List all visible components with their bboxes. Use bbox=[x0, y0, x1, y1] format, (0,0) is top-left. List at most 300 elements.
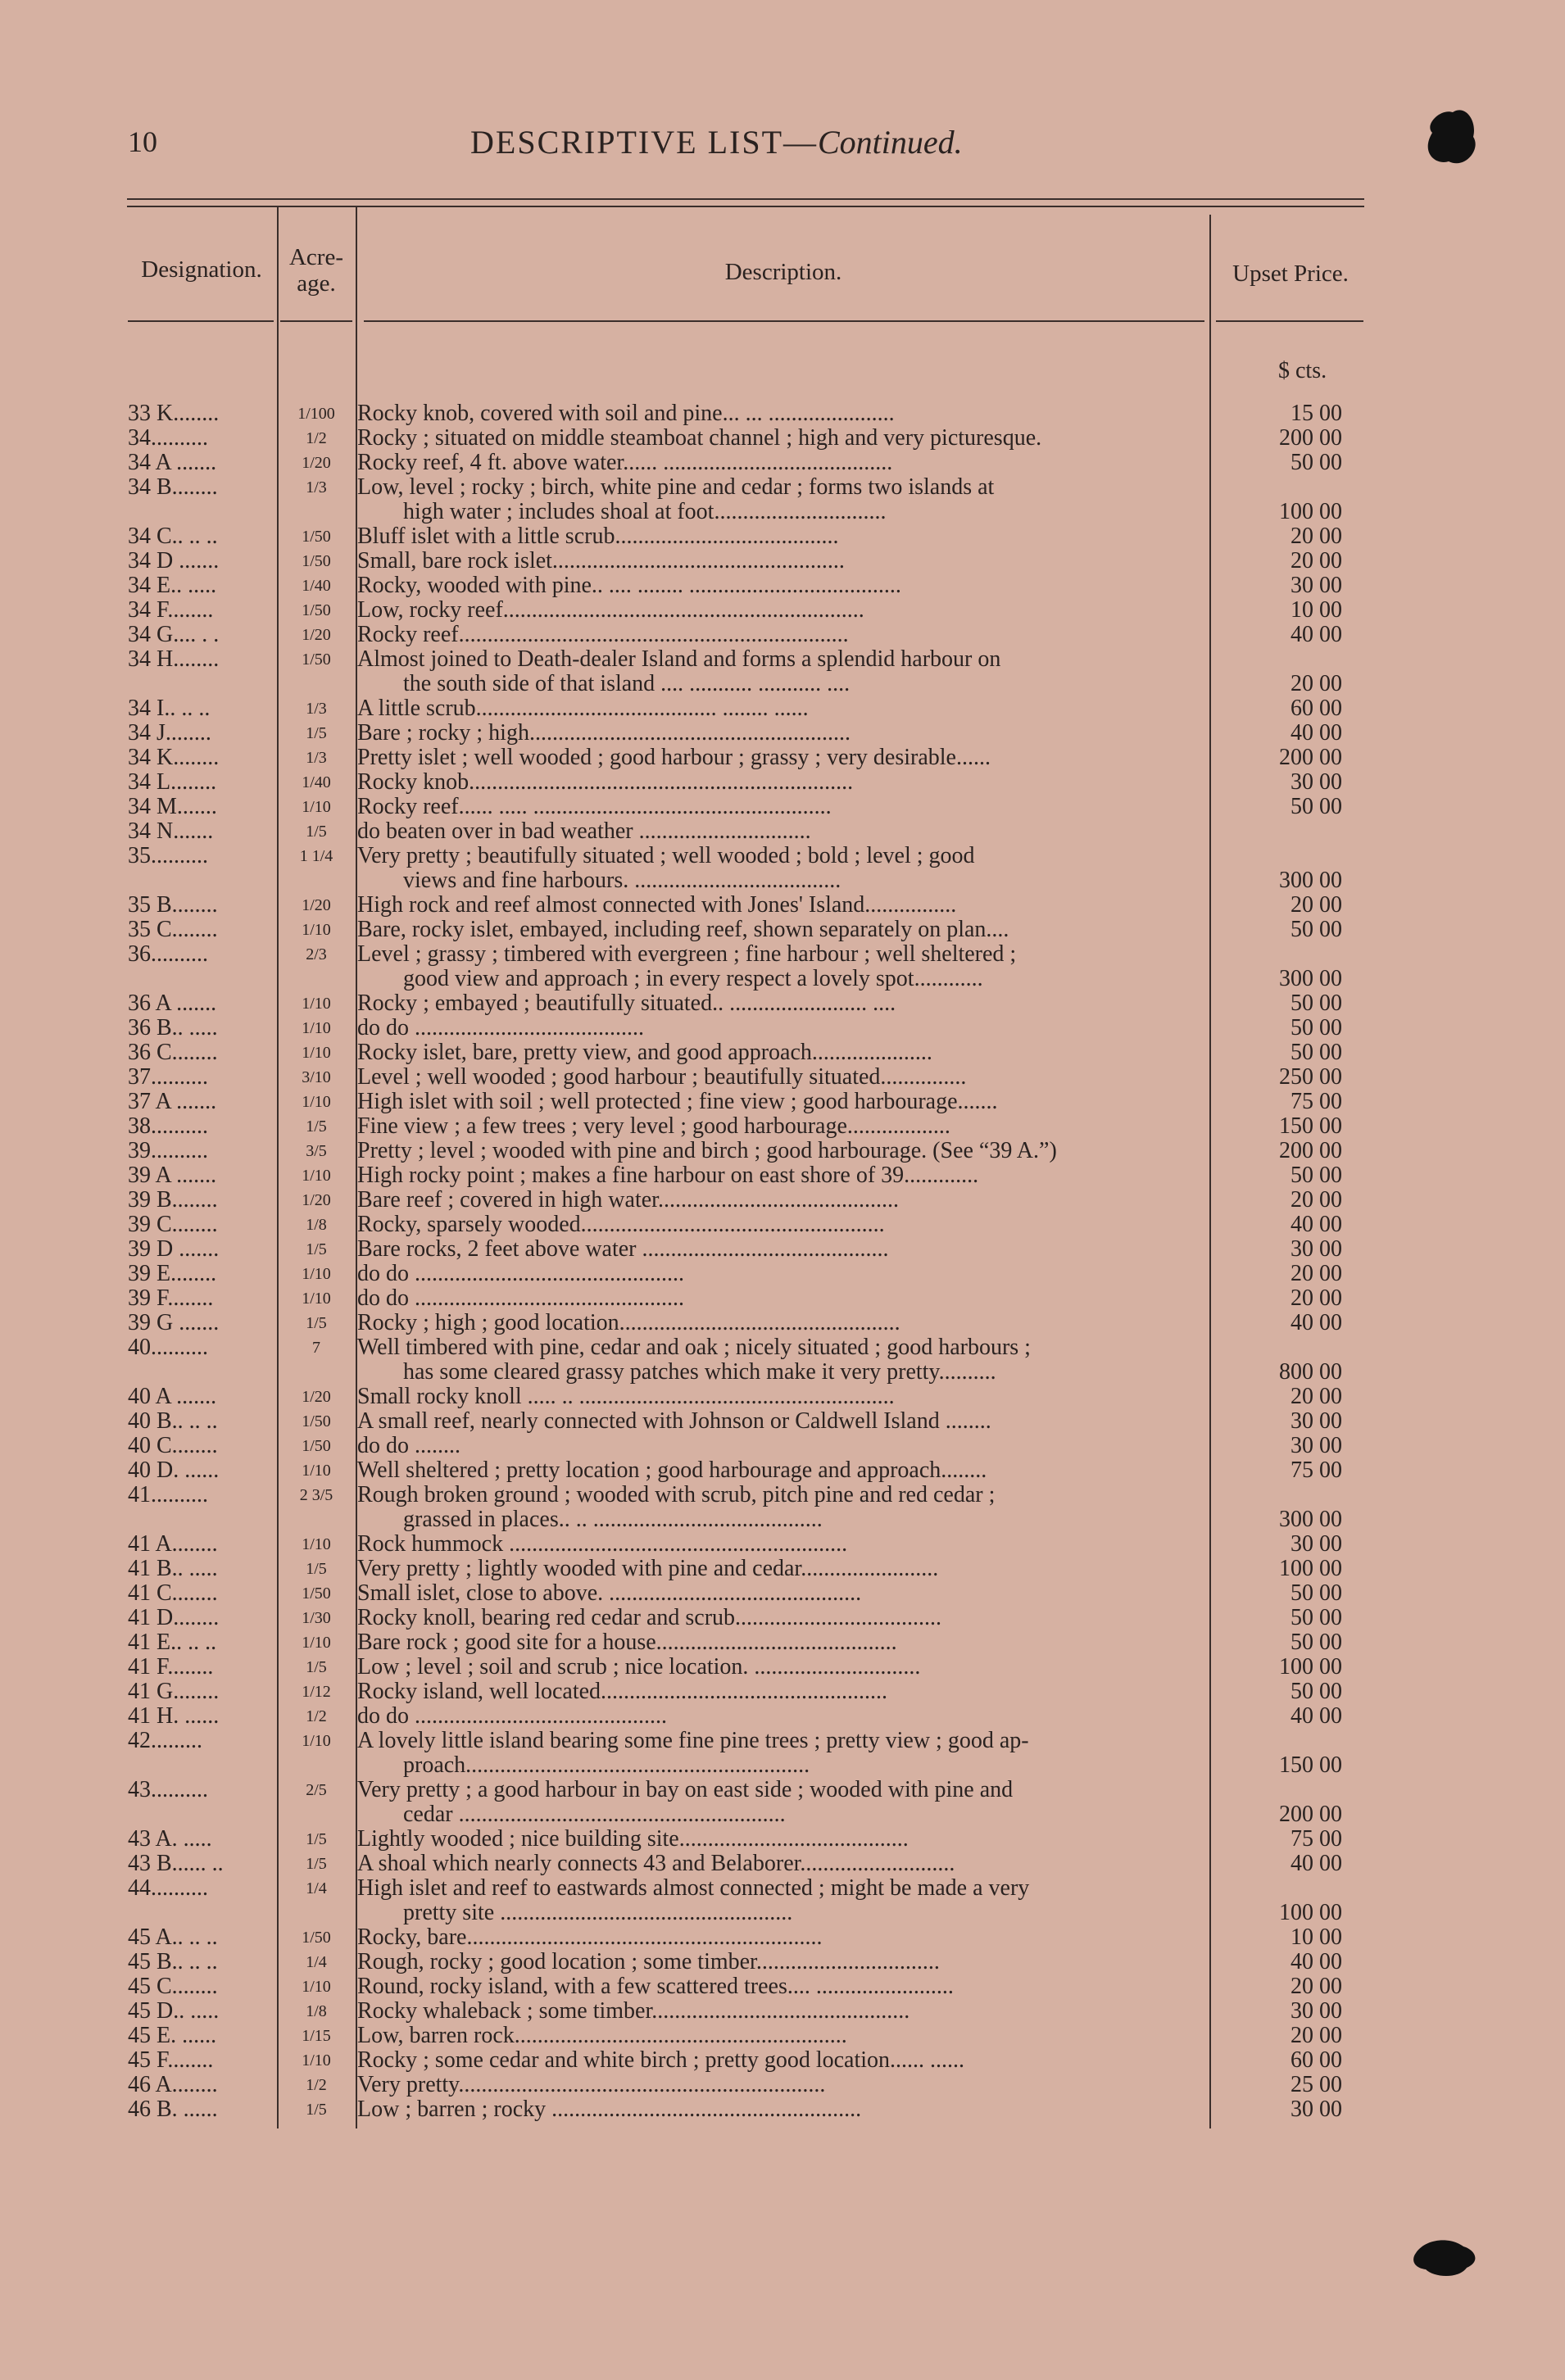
description-cell: Low ; level ; soil and scrub ; nice location. ............................. bbox=[357, 1655, 921, 1680]
acreage-cell: 1/10 bbox=[302, 1978, 331, 1996]
acreage-cell: 1/10 bbox=[302, 1265, 331, 1283]
price-cell: 60 00 bbox=[1291, 2047, 1342, 2073]
acreage-cell: 1/50 bbox=[302, 1437, 331, 1455]
table-row bbox=[0, 1065, 1565, 1090]
description-cell: Rocky ; situated on middle steamboat channel ; high and very picturesque. bbox=[357, 426, 1042, 451]
description-cell: the south side of that island .... ........... ........... .... bbox=[403, 672, 851, 696]
table-row-line bbox=[0, 1925, 1565, 1950]
acreage-cell: 1/40 bbox=[302, 577, 331, 595]
designation-cell: 34 J........ bbox=[128, 721, 211, 746]
description-cell: Rocky knoll, bearing red cedar and scrub.................................... bbox=[357, 1606, 942, 1630]
table-row bbox=[0, 893, 1565, 918]
acreage-cell: 1/10 bbox=[302, 1167, 331, 1185]
designation-cell: 39 E........ bbox=[128, 1262, 217, 1286]
table-row-line bbox=[0, 1532, 1565, 1557]
designation-cell: 45 C........ bbox=[128, 1974, 218, 1999]
description-cell: Small rocky knoll ..... .. ....................................................... bbox=[357, 1385, 895, 1409]
designation-cell: 36.......... bbox=[128, 942, 208, 967]
header-acreage: Acre- age. bbox=[288, 244, 343, 297]
table-row bbox=[0, 1532, 1565, 1557]
designation-cell: 41 A........ bbox=[128, 1532, 218, 1557]
acreage-cell: 1/5 bbox=[306, 2101, 327, 2119]
acreage-cell: 1/10 bbox=[302, 995, 331, 1013]
description-cell: Rocky reef.................................................................... bbox=[357, 623, 849, 647]
table-row bbox=[0, 1999, 1565, 2024]
price-cell: 20 00 bbox=[1291, 1285, 1342, 1311]
acreage-cell: 1/5 bbox=[306, 1117, 327, 1136]
description-cell: Rocky island, well located.................................................. bbox=[357, 1680, 888, 1704]
designation-cell: 41 D........ bbox=[128, 1606, 220, 1630]
designation-cell: 34 D ....... bbox=[128, 549, 220, 573]
table-row-line bbox=[0, 1139, 1565, 1163]
table-row bbox=[0, 819, 1565, 844]
table-row bbox=[0, 2024, 1565, 2048]
table-row-line bbox=[0, 1262, 1565, 1286]
price-cell: 300 00 bbox=[1279, 966, 1342, 991]
price-cell: 100 00 bbox=[1279, 1556, 1342, 1581]
price-cell: 30 00 bbox=[1291, 1236, 1342, 1262]
price-cell: 300 00 bbox=[1279, 1507, 1342, 1532]
table-row bbox=[0, 1385, 1565, 1409]
table-row bbox=[0, 598, 1565, 623]
acreage-cell: 2 3/5 bbox=[299, 1486, 333, 1504]
acreage-cell: 1/5 bbox=[306, 1658, 327, 1676]
description-cell: A small reef, nearly connected with Johnson or Caldwell Island ........ bbox=[357, 1409, 991, 1434]
designation-cell: 34 H........ bbox=[128, 647, 220, 672]
description-cell: Bare reef ; covered in high water.......................................... bbox=[357, 1188, 899, 1213]
table-row bbox=[0, 549, 1565, 573]
price-cell: 25 00 bbox=[1291, 2072, 1342, 2097]
table-row-line bbox=[0, 1876, 1565, 1901]
table-row bbox=[0, 1213, 1565, 1237]
price-cell: 30 00 bbox=[1291, 573, 1342, 598]
price-cell: 30 00 bbox=[1291, 769, 1342, 795]
acreage-cell: 3/5 bbox=[306, 1142, 327, 1160]
acreage-cell: 1/100 bbox=[297, 405, 335, 423]
header-underline-designation bbox=[128, 320, 274, 322]
designation-cell: 39 F........ bbox=[128, 1286, 214, 1311]
page-title bbox=[470, 123, 963, 161]
designation-cell: 38.......... bbox=[128, 1114, 208, 1139]
table-row bbox=[0, 721, 1565, 746]
title-continued: Continued. bbox=[818, 124, 963, 161]
description-cell: views and fine harbours. .................................... bbox=[403, 868, 841, 893]
table-row bbox=[0, 573, 1565, 598]
description-cell: High rocky point ; makes a fine harbour on east shore of 39............. bbox=[357, 1163, 979, 1188]
designation-cell: 34 L........ bbox=[128, 770, 217, 795]
acreage-cell: 1/50 bbox=[302, 528, 331, 546]
acreage-cell: 1/20 bbox=[302, 454, 331, 472]
acreage-cell: 1/20 bbox=[302, 626, 331, 644]
table-row-line bbox=[0, 1016, 1565, 1040]
designation-cell: 34 M....... bbox=[128, 795, 217, 819]
description-cell: proach............................................................ bbox=[403, 1753, 810, 1778]
price-cell: 50 00 bbox=[1291, 1015, 1342, 1040]
table-row-line bbox=[0, 475, 1565, 500]
table-row bbox=[0, 844, 1565, 893]
designation-cell: 45 B.. .. .. bbox=[128, 1950, 218, 1974]
table-row-line bbox=[0, 1630, 1565, 1655]
table-row bbox=[0, 1434, 1565, 1458]
acreage-cell: 1/10 bbox=[302, 1535, 331, 1553]
price-cell: 50 00 bbox=[1291, 450, 1342, 475]
table-row-line bbox=[0, 1040, 1565, 1065]
acreage-cell: 1/20 bbox=[302, 1388, 331, 1406]
designation-cell: 34 K........ bbox=[128, 746, 220, 770]
table-row bbox=[0, 2073, 1565, 2097]
acreage-cell: 1/10 bbox=[302, 921, 331, 939]
table-row-line bbox=[0, 426, 1565, 451]
designation-cell: 39 D ....... bbox=[128, 1237, 220, 1262]
table-row bbox=[0, 1680, 1565, 1704]
designation-cell: 35 C........ bbox=[128, 918, 218, 942]
description-cell: high water ; includes shoal at foot.............................. bbox=[403, 500, 887, 524]
price-cell: 60 00 bbox=[1291, 696, 1342, 721]
description-cell: Well sheltered ; pretty location ; good harbourage and approach........ bbox=[357, 1458, 987, 1483]
table-row bbox=[0, 696, 1565, 721]
table-row-line bbox=[0, 1753, 1565, 1778]
ink-blot-bottom bbox=[1409, 2228, 1483, 2286]
description-cell: good view and approach ; in every respect a lovely spot............ bbox=[403, 967, 983, 991]
description-cell: Rocky reef...... ..... .................................................... bbox=[357, 795, 832, 819]
table-row-line bbox=[0, 795, 1565, 819]
acreage-cell: 1/8 bbox=[306, 1216, 327, 1234]
price-cell: 30 00 bbox=[1291, 1531, 1342, 1557]
designation-cell: 39 A ....... bbox=[128, 1163, 217, 1188]
acreage-cell: 1/5 bbox=[306, 823, 327, 841]
acreage-cell: 1/10 bbox=[302, 1290, 331, 1308]
table-row bbox=[0, 401, 1565, 426]
table-row-line bbox=[0, 1999, 1565, 2024]
table-row bbox=[0, 1311, 1565, 1335]
description-cell: Very pretty ; beautifully situated ; well wooded ; bold ; level ; good bbox=[357, 844, 975, 868]
designation-cell: 37.......... bbox=[128, 1065, 208, 1090]
price-cell: 10 00 bbox=[1291, 597, 1342, 623]
header-description: Description. bbox=[724, 259, 842, 285]
designation-cell: 34 B........ bbox=[128, 475, 218, 500]
description-cell: pretty site ................................................... bbox=[403, 1901, 793, 1925]
designation-cell: 41 C........ bbox=[128, 1581, 218, 1606]
price-cell: 40 00 bbox=[1291, 1703, 1342, 1729]
table-row bbox=[0, 1852, 1565, 1876]
table-row bbox=[0, 1237, 1565, 1262]
table-row-line bbox=[0, 893, 1565, 918]
price-cell: 50 00 bbox=[1291, 1605, 1342, 1630]
description-cell: A lovely little island bearing some fine pine trees ; pretty view ; good ap- bbox=[357, 1729, 1029, 1753]
price-cell: 20 00 bbox=[1291, 892, 1342, 918]
table-row-line bbox=[0, 1335, 1565, 1360]
description-cell: A shoal which nearly connects 43 and Belaborer........................... bbox=[357, 1852, 955, 1876]
price-cell: 150 00 bbox=[1279, 1752, 1342, 1778]
price-cell: 40 00 bbox=[1291, 1851, 1342, 1876]
description-cell: Rocky whaleback ; some timber............................................. bbox=[357, 1999, 910, 2024]
designation-cell: 40 C........ bbox=[128, 1434, 218, 1458]
table-row bbox=[0, 1262, 1565, 1286]
designation-cell: 40 D. ...... bbox=[128, 1458, 220, 1483]
acreage-cell: 1/10 bbox=[302, 1093, 331, 1111]
acreage-cell: 1/3 bbox=[306, 478, 327, 496]
table-row-line bbox=[0, 524, 1565, 549]
table-row bbox=[0, 991, 1565, 1016]
designation-cell: 33 K........ bbox=[128, 401, 220, 426]
acreage-cell: 1/50 bbox=[302, 1412, 331, 1430]
designation-cell: 43 B...... .. bbox=[128, 1852, 224, 1876]
table-row-line bbox=[0, 1090, 1565, 1114]
designation-cell: 35.......... bbox=[128, 844, 208, 868]
acreage-cell: 1/2 bbox=[306, 429, 327, 447]
price-cell: 100 00 bbox=[1279, 1654, 1342, 1680]
designation-cell: 41 E.. .. .. bbox=[128, 1630, 217, 1655]
designation-cell: 34 G.... . . bbox=[128, 623, 220, 647]
acreage-cell: 7 bbox=[312, 1339, 320, 1357]
price-cell: 40 00 bbox=[1291, 1949, 1342, 1974]
price-cell: 50 00 bbox=[1291, 1630, 1342, 1655]
description-cell: cedar ......................................................... bbox=[403, 1802, 786, 1827]
designation-cell: 42......... bbox=[128, 1729, 202, 1753]
price-cell: 200 00 bbox=[1279, 425, 1342, 451]
acreage-cell: 1/10 bbox=[302, 1732, 331, 1750]
designation-cell: 41 G........ bbox=[128, 1680, 220, 1704]
table-row bbox=[0, 1188, 1565, 1213]
table-row bbox=[0, 1335, 1565, 1385]
header-underline-acreage bbox=[280, 320, 352, 322]
price-cell: 50 00 bbox=[1291, 794, 1342, 819]
table-row bbox=[0, 1557, 1565, 1581]
header-designation: Designation. bbox=[141, 256, 262, 283]
price-cell: 75 00 bbox=[1291, 1457, 1342, 1483]
table-row bbox=[0, 1950, 1565, 1974]
price-cell: 200 00 bbox=[1279, 1802, 1342, 1827]
table-row-line bbox=[0, 573, 1565, 598]
price-cell: 30 00 bbox=[1291, 1408, 1342, 1434]
table-row-line bbox=[0, 598, 1565, 623]
designation-cell: 34.......... bbox=[128, 426, 208, 451]
price-cell: 50 00 bbox=[1291, 1163, 1342, 1188]
acreage-cell: 1/10 bbox=[302, 1044, 331, 1062]
table-row bbox=[0, 475, 1565, 524]
designation-cell: 45 D.. ..... bbox=[128, 1999, 220, 2024]
price-cell: 50 00 bbox=[1291, 1679, 1342, 1704]
table-row-line bbox=[0, 451, 1565, 475]
description-cell: Rocky knob, covered with soil and pine... ... ...................... bbox=[357, 401, 895, 426]
table-row-line bbox=[0, 1778, 1565, 1802]
price-cell: 40 00 bbox=[1291, 622, 1342, 647]
table-row bbox=[0, 1139, 1565, 1163]
description-cell: Level ; grassy ; timbered with evergreen ; fine harbour ; well sheltered ; bbox=[357, 942, 1017, 967]
header-underline-description bbox=[364, 320, 1204, 322]
table-row-line bbox=[0, 967, 1565, 991]
table-row-line bbox=[0, 647, 1565, 672]
table-row-line bbox=[0, 1286, 1565, 1311]
table-row-line bbox=[0, 918, 1565, 942]
description-cell: Low, barren rock.......................................................... bbox=[357, 2024, 847, 2048]
table-row bbox=[0, 1458, 1565, 1483]
designation-cell: 39 C........ bbox=[128, 1213, 218, 1237]
description-cell: Small, bare rock islet................................................... bbox=[357, 549, 845, 573]
designation-cell: 34 A ....... bbox=[128, 451, 217, 475]
description-cell: Rocky ; embayed ; beautifully situated.. ........................ .... bbox=[357, 991, 896, 1016]
price-cell: 15 00 bbox=[1291, 401, 1342, 426]
description-cell: Very pretty ; lightly wooded with pine and cedar........................ bbox=[357, 1557, 939, 1581]
table-row bbox=[0, 2048, 1565, 2073]
table-row bbox=[0, 623, 1565, 647]
table-row bbox=[0, 1655, 1565, 1680]
acreage-cell: 1/5 bbox=[306, 724, 327, 742]
table-row bbox=[0, 1630, 1565, 1655]
table-row bbox=[0, 1409, 1565, 1434]
description-cell: Fine view ; a few trees ; very level ; good harbourage.................. bbox=[357, 1114, 950, 1139]
description-cell: grassed in places.. .. ........................................ bbox=[403, 1507, 823, 1532]
designation-cell: 40 B.. .. .. bbox=[128, 1409, 218, 1434]
table-row-line bbox=[0, 1704, 1565, 1729]
table-row bbox=[0, 1040, 1565, 1065]
price-cell: 50 00 bbox=[1291, 1040, 1342, 1065]
description-cell: Pretty ; level ; wooded with pine and birch ; good harbourage. (See “39 A.”) bbox=[357, 1139, 1057, 1163]
designation-cell: 43 A. ..... bbox=[128, 1827, 212, 1852]
ink-blot-top bbox=[1416, 100, 1481, 174]
table-row-line bbox=[0, 1409, 1565, 1434]
price-cell: 200 00 bbox=[1279, 1138, 1342, 1163]
description-cell: do beaten over in bad weather .............................. bbox=[357, 819, 811, 844]
price-cell: 50 00 bbox=[1291, 991, 1342, 1016]
table-row-line bbox=[0, 696, 1565, 721]
designation-cell: 34 F........ bbox=[128, 598, 214, 623]
price-cell: 50 00 bbox=[1291, 917, 1342, 942]
description-cell: Rocky ; some cedar and white birch ; pretty good location...... ...... bbox=[357, 2048, 965, 2073]
price-cell: 100 00 bbox=[1279, 499, 1342, 524]
table-row-line bbox=[0, 2024, 1565, 2048]
designation-cell: 36 A ....... bbox=[128, 991, 217, 1016]
designation-cell: 41 B.. ..... bbox=[128, 1557, 218, 1581]
acreage-cell: 1/20 bbox=[302, 896, 331, 914]
description-cell: do do ........ bbox=[357, 1434, 460, 1458]
description-cell: do do ............................................... bbox=[357, 1286, 684, 1311]
description-cell: Rocky ; high ; good location................................................. bbox=[357, 1311, 900, 1335]
table-row-line bbox=[0, 819, 1565, 844]
description-cell: Bluff islet with a little scrub....................................... bbox=[357, 524, 839, 549]
description-cell: Bare, rocky islet, embayed, including reef, shown separately on plan.... bbox=[357, 918, 1009, 942]
description-cell: Bare ; rocky ; high........................................................ bbox=[357, 721, 851, 746]
table-row-line bbox=[0, 1802, 1565, 1827]
table-row-line bbox=[0, 401, 1565, 426]
table-row-line bbox=[0, 549, 1565, 573]
description-cell: Low, level ; rocky ; birch, white pine and cedar ; forms two islands at bbox=[357, 475, 995, 500]
description-cell: A little scrub.......................................... ........ ...... bbox=[357, 696, 809, 721]
designation-cell: 39 B........ bbox=[128, 1188, 218, 1213]
table-row-line bbox=[0, 2073, 1565, 2097]
acreage-cell: 1/10 bbox=[302, 2051, 331, 2069]
table-row bbox=[0, 1778, 1565, 1827]
acreage-cell: 1/5 bbox=[306, 1240, 327, 1258]
table-row-line bbox=[0, 1385, 1565, 1409]
designation-cell: 39.......... bbox=[128, 1139, 208, 1163]
description-cell: do do ............................................ bbox=[357, 1704, 667, 1729]
acreage-cell: 1/20 bbox=[302, 1191, 331, 1209]
table-row-line bbox=[0, 672, 1565, 696]
description-cell: Low ; barren ; rocky ...................................................... bbox=[357, 2097, 862, 2122]
table-row bbox=[0, 426, 1565, 451]
description-cell: Rough, rocky ; good location ; some timber................................ bbox=[357, 1950, 940, 1974]
table-row-line bbox=[0, 1188, 1565, 1213]
designation-cell: 34 I.. .. .. bbox=[128, 696, 211, 721]
price-cell: 20 00 bbox=[1291, 671, 1342, 696]
designation-cell: 41 H. ...... bbox=[128, 1704, 220, 1729]
designation-cell: 46 B. ...... bbox=[128, 2097, 218, 2122]
table-row bbox=[0, 1704, 1565, 1729]
price-cell: 150 00 bbox=[1279, 1113, 1342, 1139]
table-row-line bbox=[0, 1680, 1565, 1704]
description-cell: Bare rocks, 2 feet above water ........................................... bbox=[357, 1237, 889, 1262]
table-row bbox=[0, 2097, 1565, 2122]
price-cell: 20 00 bbox=[1291, 1187, 1342, 1213]
acreage-cell: 1/8 bbox=[306, 2002, 327, 2020]
acreage-cell: 1/10 bbox=[302, 1019, 331, 1037]
table-row bbox=[0, 1286, 1565, 1311]
price-cell: 40 00 bbox=[1291, 1310, 1342, 1335]
price-cell: 75 00 bbox=[1291, 1826, 1342, 1852]
price-cell: 10 00 bbox=[1291, 1924, 1342, 1950]
description-cell: Rocky, wooded with pine.. .... ........ ..................................... bbox=[357, 573, 901, 598]
acreage-cell: 1/5 bbox=[306, 1855, 327, 1873]
designation-cell: 36 C........ bbox=[128, 1040, 218, 1065]
table-row bbox=[0, 1827, 1565, 1852]
description-cell: Lightly wooded ; nice building site........................................ bbox=[357, 1827, 909, 1852]
acreage-cell: 1/50 bbox=[302, 1584, 331, 1603]
table-row bbox=[0, 1016, 1565, 1040]
acreage-cell: 3/10 bbox=[302, 1068, 331, 1086]
designation-cell: 34 N....... bbox=[128, 819, 214, 844]
table-row-line bbox=[0, 1458, 1565, 1483]
designation-cell: 36 B.. ..... bbox=[128, 1016, 218, 1040]
header-underline-price bbox=[1216, 320, 1363, 322]
table-row bbox=[0, 1483, 1565, 1532]
table-row bbox=[0, 1163, 1565, 1188]
designation-cell: 40 A ....... bbox=[128, 1385, 217, 1409]
acreage-cell: 1/5 bbox=[306, 1830, 327, 1848]
price-cell: 20 00 bbox=[1291, 1261, 1342, 1286]
description-cell: Rock hummock ........................................................... bbox=[357, 1532, 848, 1557]
price-cell: 300 00 bbox=[1279, 868, 1342, 893]
price-cell: 20 00 bbox=[1291, 548, 1342, 573]
acreage-cell: 1/3 bbox=[306, 749, 327, 767]
table-row-line bbox=[0, 1974, 1565, 1999]
page-number: 10 bbox=[128, 125, 157, 158]
acreage-cell: 1/10 bbox=[302, 1634, 331, 1652]
price-cell: 40 00 bbox=[1291, 720, 1342, 746]
description-cell: Rocky knob................................................................... bbox=[357, 770, 854, 795]
acreage-cell: 1/10 bbox=[302, 798, 331, 816]
description-cell: High islet with soil ; well protected ; fine view ; good harbourage....... bbox=[357, 1090, 998, 1114]
table-row-line bbox=[0, 1852, 1565, 1876]
designation-cell: 46 A........ bbox=[128, 2073, 218, 2097]
table-row-line bbox=[0, 746, 1565, 770]
description-cell: Pretty islet ; well wooded ; good harbour ; grassy ; very desirable...... bbox=[357, 746, 991, 770]
table-row bbox=[0, 524, 1565, 549]
acreage-cell: 1/2 bbox=[306, 2076, 327, 2094]
table-row-line bbox=[0, 1237, 1565, 1262]
acreage-cell: 1/4 bbox=[306, 1879, 327, 1897]
price-cell: 20 00 bbox=[1291, 2023, 1342, 2048]
description-cell: Rocky, sparsely wooded..................................................... bbox=[357, 1213, 885, 1237]
table-row bbox=[0, 1876, 1565, 1925]
description-cell: Rough broken ground ; wooded with scrub, pitch pine and red cedar ; bbox=[357, 1483, 996, 1507]
designation-cell: 41.......... bbox=[128, 1483, 208, 1507]
price-cell: 20 00 bbox=[1291, 1384, 1342, 1409]
price-cell: 800 00 bbox=[1279, 1359, 1342, 1385]
price-cell: 100 00 bbox=[1279, 1900, 1342, 1925]
table-row bbox=[0, 1925, 1565, 1950]
description-cell: Very pretty................................................................ bbox=[357, 2073, 826, 2097]
